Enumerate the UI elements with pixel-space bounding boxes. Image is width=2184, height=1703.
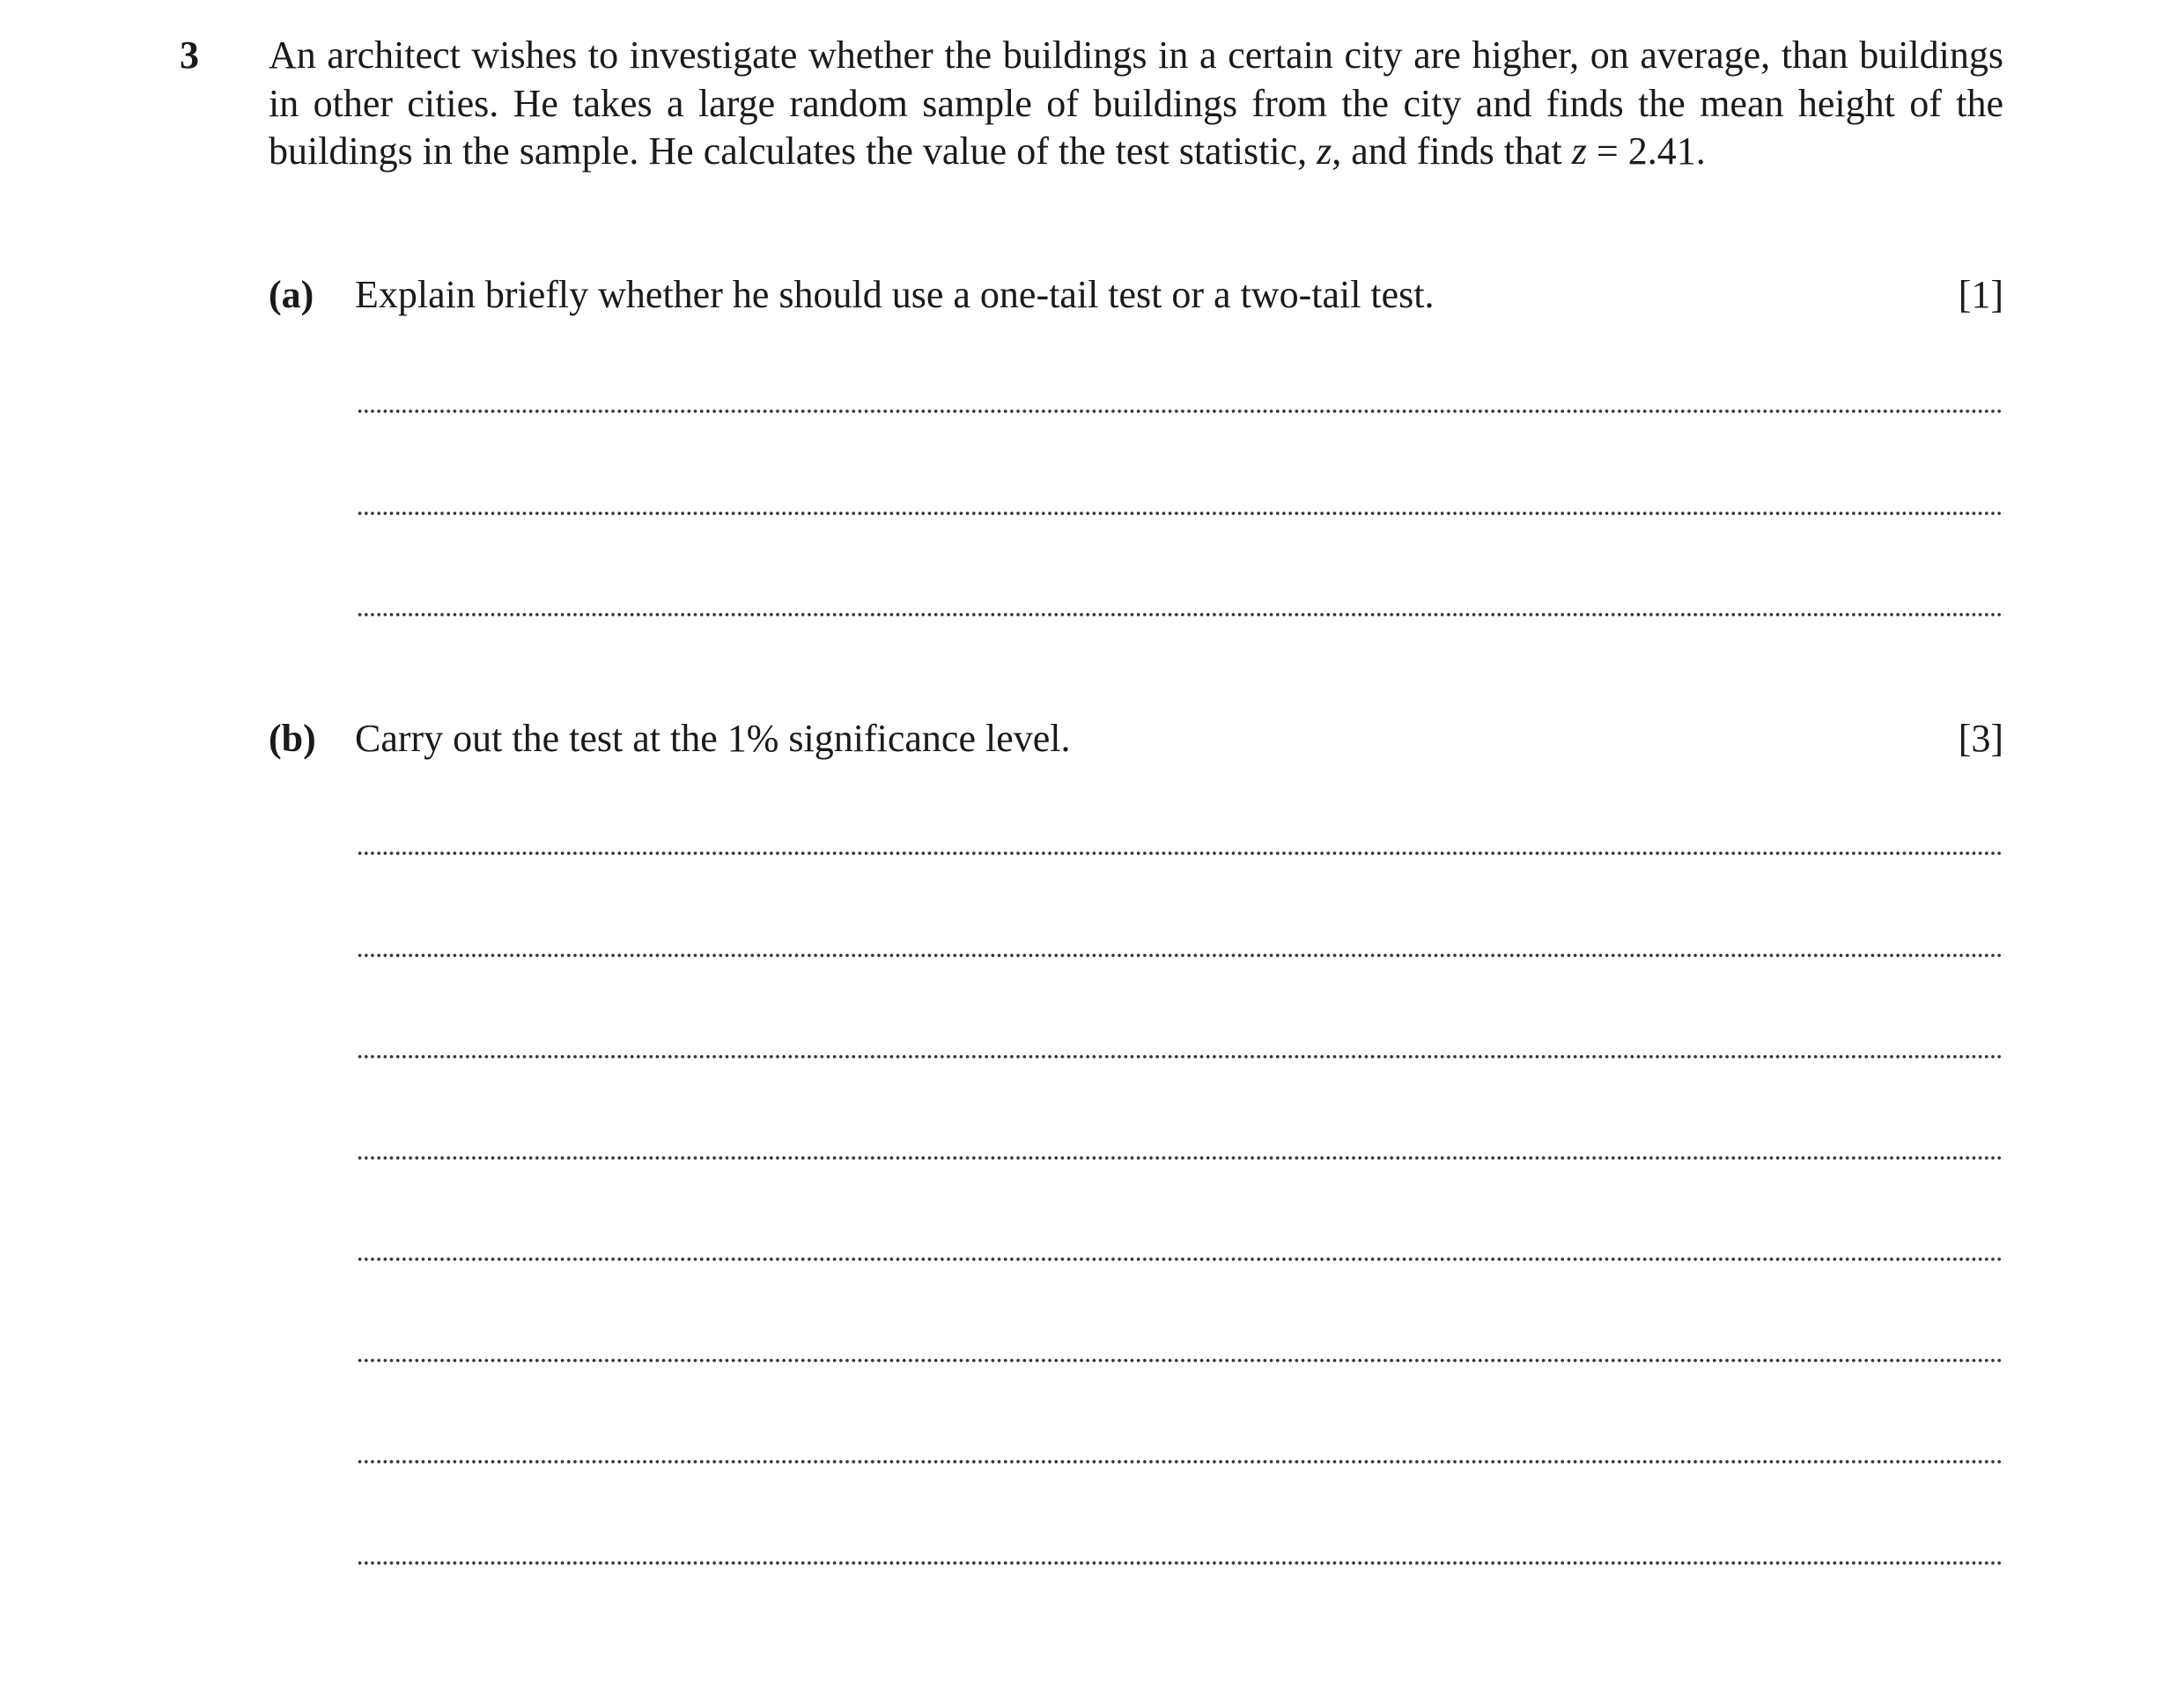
answer-line-b-2[interactable] xyxy=(357,953,2003,958)
stem-text-2: , and finds that xyxy=(1332,129,1572,173)
answer-line-b-5[interactable] xyxy=(357,1257,2003,1262)
answer-line-b-8[interactable] xyxy=(357,1560,2003,1566)
part-a-label: (a) xyxy=(269,273,314,316)
part-b-marks: [3] xyxy=(1958,717,2003,760)
stem-variable-z-2: z xyxy=(1571,129,1587,173)
part-a-marks: [1] xyxy=(1958,273,2003,316)
answer-line-b-3[interactable] xyxy=(357,1054,2003,1059)
answer-line-a-3[interactable] xyxy=(357,612,2003,617)
answer-line-b-1[interactable] xyxy=(357,851,2003,856)
answer-line-b-4[interactable] xyxy=(357,1155,2003,1161)
answer-line-a-2[interactable] xyxy=(357,511,2003,516)
question-stem xyxy=(269,32,2003,176)
answer-line-b-6[interactable] xyxy=(357,1358,2003,1363)
stem-text-1: An architect wishes to investigate whether the buildings in a certain city are higher, on average, than buildings in other cities. He takes a large random sample of buildings from the city and finds the mean height of the buildings in the sample. He calculates the value of the test statistic, xyxy=(269,33,2003,173)
answer-line-b-7[interactable] xyxy=(357,1459,2003,1464)
part-b-label: (b) xyxy=(269,717,316,760)
stem-text-3: = 2.41. xyxy=(1586,129,1706,173)
answer-line-a-1[interactable] xyxy=(357,409,2003,414)
part-a-text: Explain briefly whether he should use a one-tail test or a two-tail test. xyxy=(355,273,1435,316)
stem-variable-z: z xyxy=(1317,129,1332,173)
part-b-text: Carry out the test at the 1% significance level. xyxy=(355,717,1071,760)
question-number: 3 xyxy=(180,33,199,77)
